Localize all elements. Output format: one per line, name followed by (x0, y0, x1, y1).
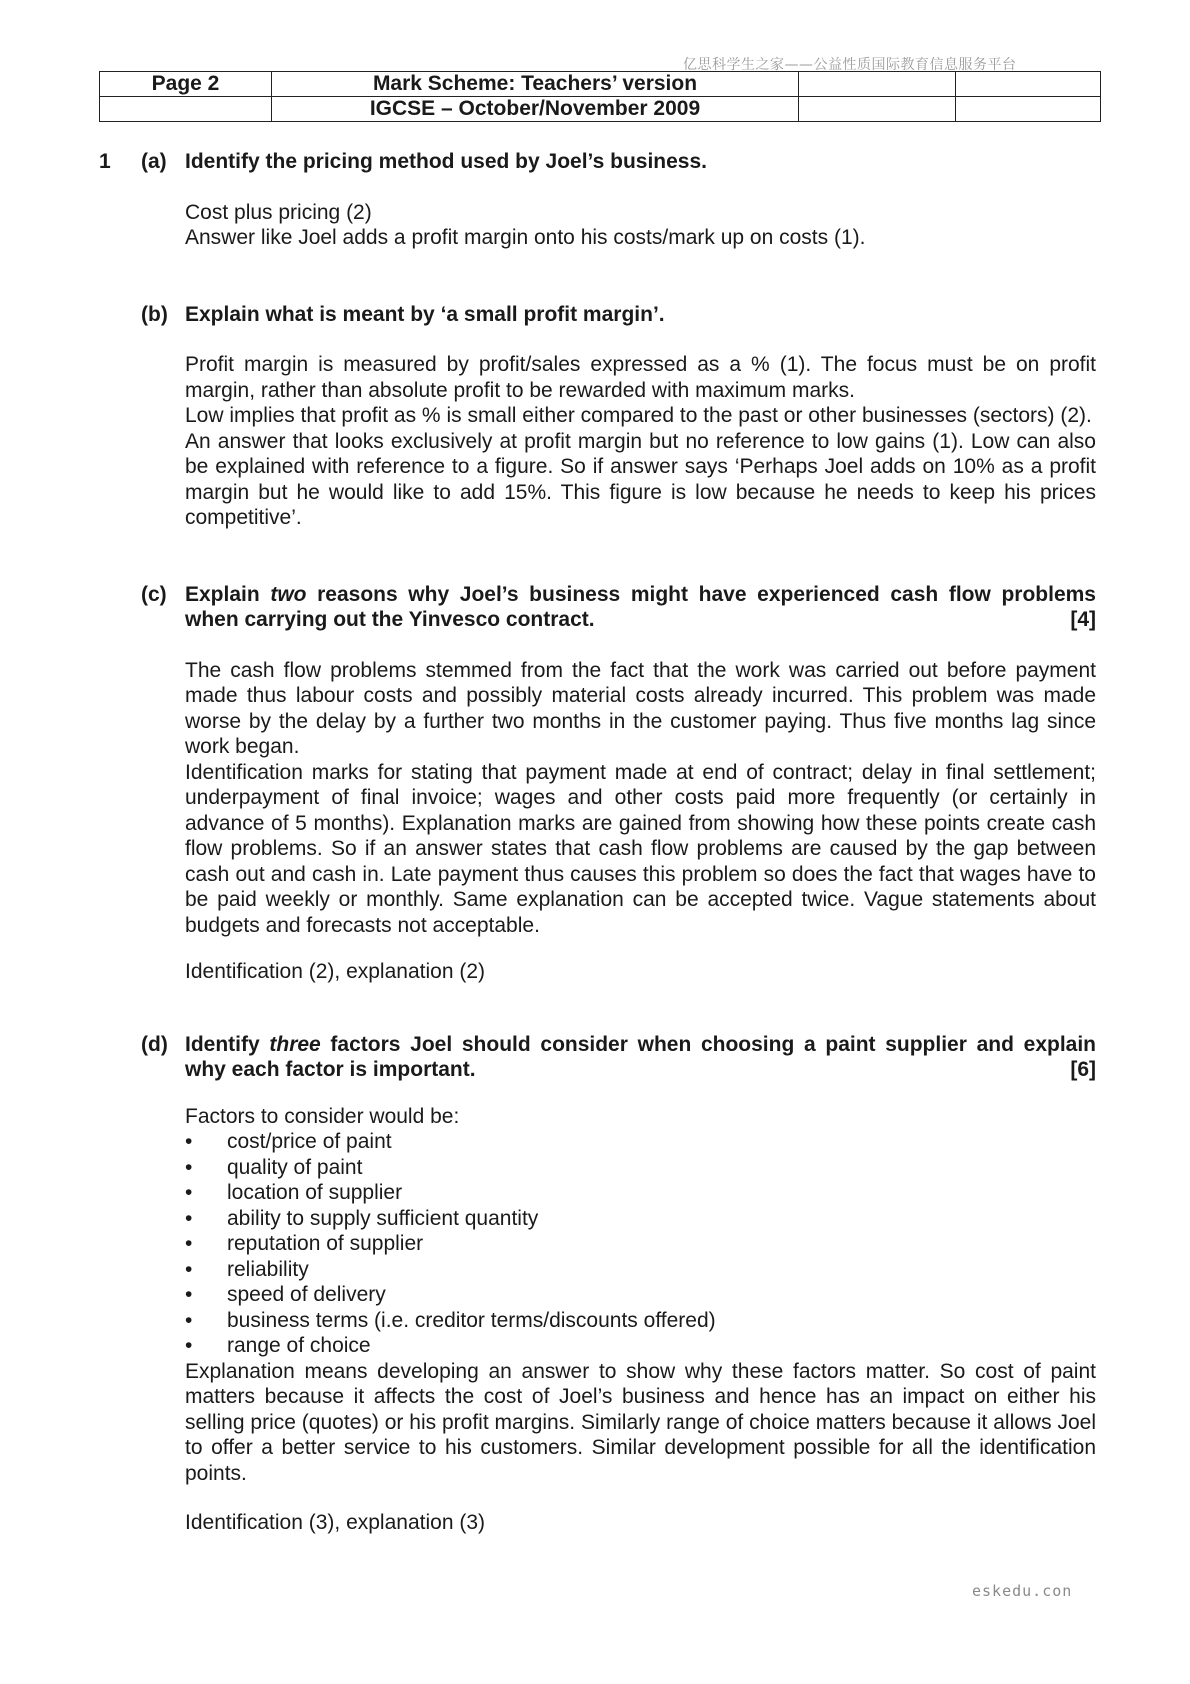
bullet-icon: • (185, 1232, 193, 1255)
answer-text (185, 658, 1096, 939)
question-part-a (99, 149, 1099, 175)
header-empty-cell (799, 97, 956, 122)
header-empty-cell (100, 97, 272, 122)
question-part-c (99, 582, 1099, 633)
heading-text: Identify (185, 1032, 270, 1056)
summary-line: Identification (3), explanation (3) (185, 1511, 485, 1534)
answer-paragraph: Explanation means developing an answer to show why these factors matter. So cost of paint matters because it affects the cost of Joel’s business and hence has an impact on either his selling price (quotes) or his profit margins. Similarly range of choice matters because it allows Joel to offer a better service to his customers. Similar development possible for all the identification points. (185, 1359, 1096, 1485)
answer-line: Cost plus pricing (2) (185, 200, 372, 224)
answer-paragraph: An answer that looks exclusively at profit margin but no reference to low gains (1). Low can also be explained with reference to a figure. So if answer says ‘Perhaps Joel adds on 10% as a profit margin but he would like to add 15%. This figure is low because he needs to keep his prices competitive’. (185, 429, 1096, 529)
question-number: 1 (99, 150, 111, 173)
question-heading (185, 1032, 1096, 1083)
question-heading: Identify the pricing method used by Joel’s business. (185, 150, 707, 173)
answer-paragraph: Low implies that profit as % is small either compared to the past or other businesses (sectors) (2). (185, 404, 1092, 427)
header-empty-cell (956, 72, 1101, 97)
list-item: • ability to supply sufficient quantity (185, 1206, 539, 1230)
part-label: (d) (141, 1032, 168, 1056)
list-item: • range of choice (185, 1334, 371, 1357)
answer-paragraph: Profit margin is measured by profit/sales expressed as a % (1). The focus must be on profit margin, rather than absolute profit to be rewarded with maximum marks. (185, 353, 1096, 402)
mark-scheme-content (99, 149, 1099, 1536)
question-heading (185, 582, 1096, 633)
mark-summary (185, 959, 1096, 985)
header-empty-cell (956, 97, 1101, 122)
list-item: • quality of paint (185, 1155, 363, 1179)
answer-paragraph: Identification marks for stating that payment made at end of contract; delay in final settlement; underpayment of final invoice; wages and other costs paid more frequently (or certainly in advance of 5 months). Explanation marks are gained from showing how these points create cash flow problems. So if an answer states that cash flow problems are caused by the gap between cash out and cash in. Late payment thus causes this problem so does the fact that wages have to be paid weekly or monthly. Same explanation can be accepted twice. Vague statements about budgets and forecasts not acceptable. (185, 760, 1096, 937)
answer-text (185, 200, 1096, 251)
heading-emphasis: two (270, 582, 307, 606)
question-part-d (99, 1032, 1099, 1083)
bullet-icon: • (185, 1308, 193, 1332)
list-item: • business terms (i.e. creditor terms/discounts offered) (185, 1308, 716, 1332)
header-table (99, 71, 1101, 122)
marks-badge: [4] (1070, 608, 1096, 631)
factors-list (185, 1129, 1099, 1359)
document-title: Mark Scheme: Teachers’ version (272, 72, 799, 97)
bullet-icon: • (185, 1206, 193, 1230)
header-empty-cell (799, 72, 956, 97)
part-label: (a) (141, 150, 167, 173)
bullet-icon: • (185, 1155, 193, 1179)
heading-text: Explain (185, 582, 271, 606)
list-item: • reputation of supplier (185, 1232, 424, 1255)
watermark-top: 亿思科学生之家——公益性质国际教育信息服务平台 (683, 57, 1017, 73)
list-item: • location of supplier (185, 1181, 403, 1204)
list-item: • cost/price of paint (185, 1130, 392, 1153)
bullet-icon: • (185, 1283, 193, 1306)
answer-text (185, 352, 1096, 531)
answer-line: Answer like Joel adds a profit margin onto his costs/mark up on costs (1). (185, 226, 866, 249)
exam-session: IGCSE – October/November 2009 (272, 97, 799, 122)
answer-text (185, 1104, 1096, 1130)
part-label: (b) (141, 302, 168, 326)
list-item: • speed of delivery (185, 1283, 386, 1306)
list-item: • reliability (185, 1257, 309, 1281)
bullet-icon: • (185, 1130, 193, 1153)
question-part-b (99, 302, 1099, 328)
answer-paragraph: The cash flow problems stemmed from the fact that the work was carried out before payment made thus labour costs and possibly material costs already incurred. This problem was made worse by the delay by a further two months in the customer paying. Thus five months lag since work began. (185, 658, 1096, 758)
bullet-icon: • (185, 1181, 193, 1204)
watermark-bottom: eskedu.con (972, 1582, 1073, 1600)
heading-emphasis: three (269, 1032, 321, 1056)
heading-text: reasons why Joel’s business might have experienced cash flow problems when carrying out the Yinvesco contract. (185, 582, 1096, 631)
part-label: (c) (141, 582, 167, 606)
factors-intro: Factors to consider would be: (185, 1104, 460, 1128)
summary-line: Identification (2), explanation (2) (185, 960, 485, 983)
heading-text: factors Joel should consider when choosing a paint supplier and explain why each factor is important. (185, 1032, 1096, 1081)
mark-summary (185, 1510, 1096, 1536)
question-heading: Explain what is meant by ‘a small profit margin’. (185, 302, 665, 326)
bullet-icon: • (185, 1334, 193, 1357)
marks-badge: [6] (1070, 1058, 1096, 1081)
bullet-icon: • (185, 1257, 193, 1281)
page-number: Page 2 (100, 72, 272, 97)
answer-text (185, 1359, 1096, 1487)
